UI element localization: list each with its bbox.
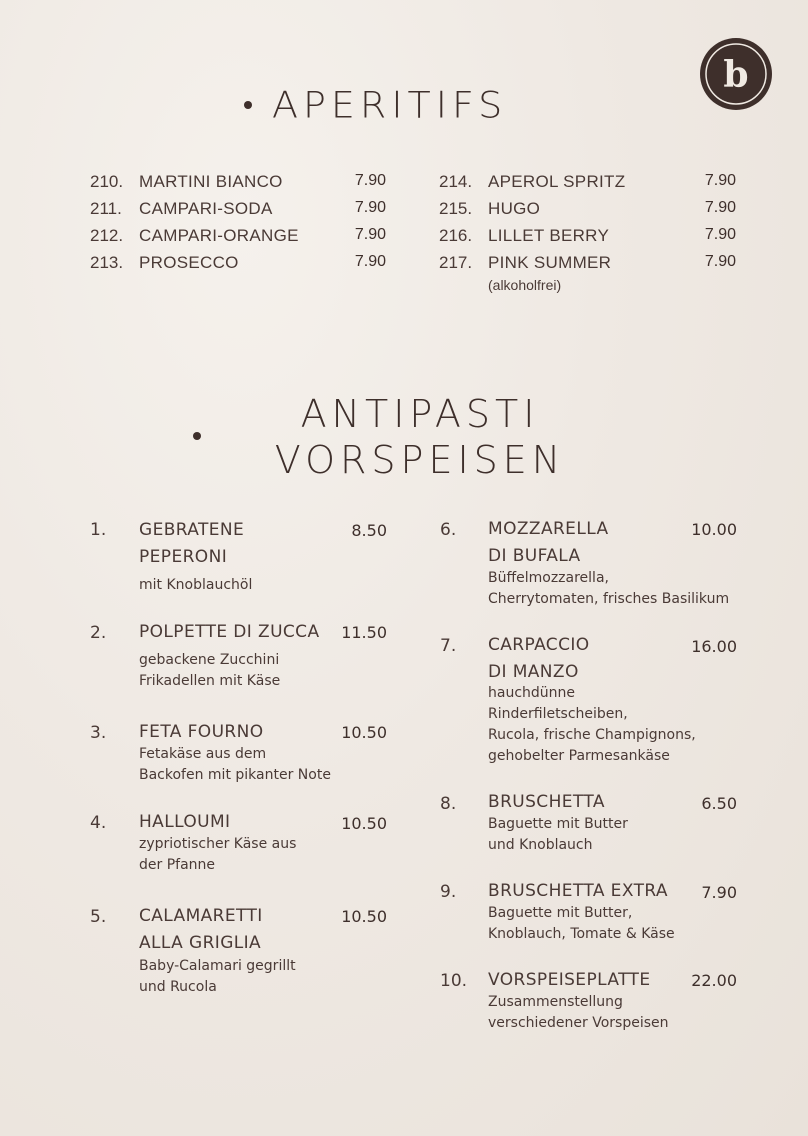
restaurant-logo [698, 36, 774, 112]
item-description: zypriotischer Käse aus [139, 836, 297, 852]
item-number: 4. [90, 813, 107, 833]
item-description: und Knoblauch [488, 837, 593, 853]
item-price: 7.90 [354, 226, 386, 243]
item-price: 7.90 [704, 199, 736, 216]
item-price: 10.50 [341, 814, 387, 833]
item-price: 7.90 [704, 226, 736, 243]
item-name: PINK SUMMER [488, 253, 612, 272]
item-description: Backofen mit pikanter Note [139, 767, 331, 783]
item-name: CALAMARETTI [139, 906, 263, 926]
item-description: Zusammenstellung [488, 994, 623, 1010]
item-number: 7. [440, 636, 457, 656]
list-item [439, 226, 739, 250]
item-name: CAMPARI-SODA [139, 199, 273, 218]
section-title-antipasti: ANTIPASTI [300, 392, 540, 436]
item-number: 217. [439, 253, 473, 272]
item-name: VORSPEISEPLATTE [488, 970, 651, 990]
list-item [90, 226, 390, 250]
item-name: BRUSCHETTA EXTRA [488, 881, 668, 901]
item-description: Knoblauch, Tomate & Käse [488, 926, 675, 942]
item-description: Rucola, frische Champignons, [488, 727, 696, 743]
list-item [439, 172, 739, 196]
item-price: 10.50 [341, 907, 387, 926]
item-description: Rinderfiletscheiben, [488, 706, 628, 722]
item-name: POLPETTE DI ZUCCA [139, 622, 320, 642]
item-price: 7.90 [704, 172, 736, 189]
item-name: MARTINI BIANCO [139, 172, 283, 191]
item-name: CARPACCIO [488, 635, 590, 655]
item-note: (alkoholfrei) [488, 277, 562, 293]
item-number: 212. [90, 226, 124, 245]
item-number: 1. [90, 520, 107, 540]
item-number: 10. [440, 971, 468, 991]
item-price: 7.90 [704, 253, 736, 270]
item-description: hauchdünne [488, 685, 576, 701]
list-item [439, 253, 739, 297]
item-name: APEROL SPRITZ [488, 172, 626, 191]
section-title-vorspeisen: VORSPEISEN [274, 438, 566, 482]
item-description: gehobelter Parmesankäse [488, 748, 670, 764]
item-number: 5. [90, 907, 107, 927]
item-name: DI MANZO [488, 662, 579, 682]
item-number: 3. [90, 723, 107, 743]
item-name: PROSECCO [139, 253, 239, 272]
item-number: 216. [439, 226, 473, 245]
item-price: 7.90 [354, 253, 386, 270]
item-name: BRUSCHETTA [488, 792, 605, 812]
item-description: Cherrytomaten, frisches Basilikum [488, 591, 730, 607]
item-price: 7.90 [701, 883, 737, 902]
item-name: ALLA GRIGLIA [139, 933, 262, 953]
item-name: FETA FOURNO [139, 722, 264, 742]
item-number: 9. [440, 882, 457, 902]
item-price: 10.00 [691, 520, 737, 539]
list-item [90, 253, 390, 277]
section-title-aperitifs: APERITIFS [272, 84, 508, 126]
item-description: der Pfanne [139, 857, 216, 873]
item-number: 214. [439, 172, 473, 191]
item-description: mit Knoblauchöl [139, 577, 253, 593]
item-price: 7.90 [354, 199, 386, 216]
item-description: Baby-Calamari gegrillt [139, 958, 296, 974]
item-number: 8. [440, 794, 457, 814]
item-name: CAMPARI-ORANGE [139, 226, 299, 245]
heading-bullet [193, 432, 201, 440]
item-number: 6. [440, 520, 457, 540]
item-price: 10.50 [341, 723, 387, 742]
item-number: 213. [90, 253, 124, 272]
item-description: gebackene Zucchini [139, 652, 280, 668]
item-name: HUGO [488, 199, 541, 218]
item-price: 22.00 [691, 971, 737, 990]
item-number: 210. [90, 172, 124, 191]
item-name: LILLET BERRY [488, 226, 610, 245]
item-description: verschiedener Vorspeisen [488, 1015, 669, 1031]
item-name: HALLOUMI [139, 812, 231, 832]
list-item [90, 172, 390, 196]
item-description: Frikadellen mit Käse [139, 673, 281, 689]
list-item [90, 199, 390, 223]
item-name: PEPERONI [139, 547, 228, 567]
item-price: 6.50 [701, 794, 737, 813]
item-number: 211. [90, 199, 122, 218]
item-description: Baguette mit Butter, [488, 905, 633, 921]
item-description: Fetakäse aus dem [139, 746, 267, 762]
item-name: DI BUFALA [488, 546, 581, 566]
item-price: 11.50 [341, 623, 387, 642]
item-name: MOZZARELLA [488, 519, 609, 539]
item-description: und Rucola [139, 979, 217, 995]
item-description: Baguette mit Butter [488, 816, 628, 832]
heading-bullet [244, 101, 252, 109]
item-number: 215. [439, 199, 473, 218]
item-name: GEBRATENE [139, 520, 245, 540]
item-price: 16.00 [691, 637, 737, 656]
item-number: 2. [90, 623, 107, 643]
item-price: 7.90 [354, 172, 386, 189]
logo-letter: b [723, 54, 749, 96]
list-item [439, 199, 739, 223]
item-description: Büffelmozzarella, [488, 570, 609, 586]
item-price: 8.50 [351, 521, 387, 540]
